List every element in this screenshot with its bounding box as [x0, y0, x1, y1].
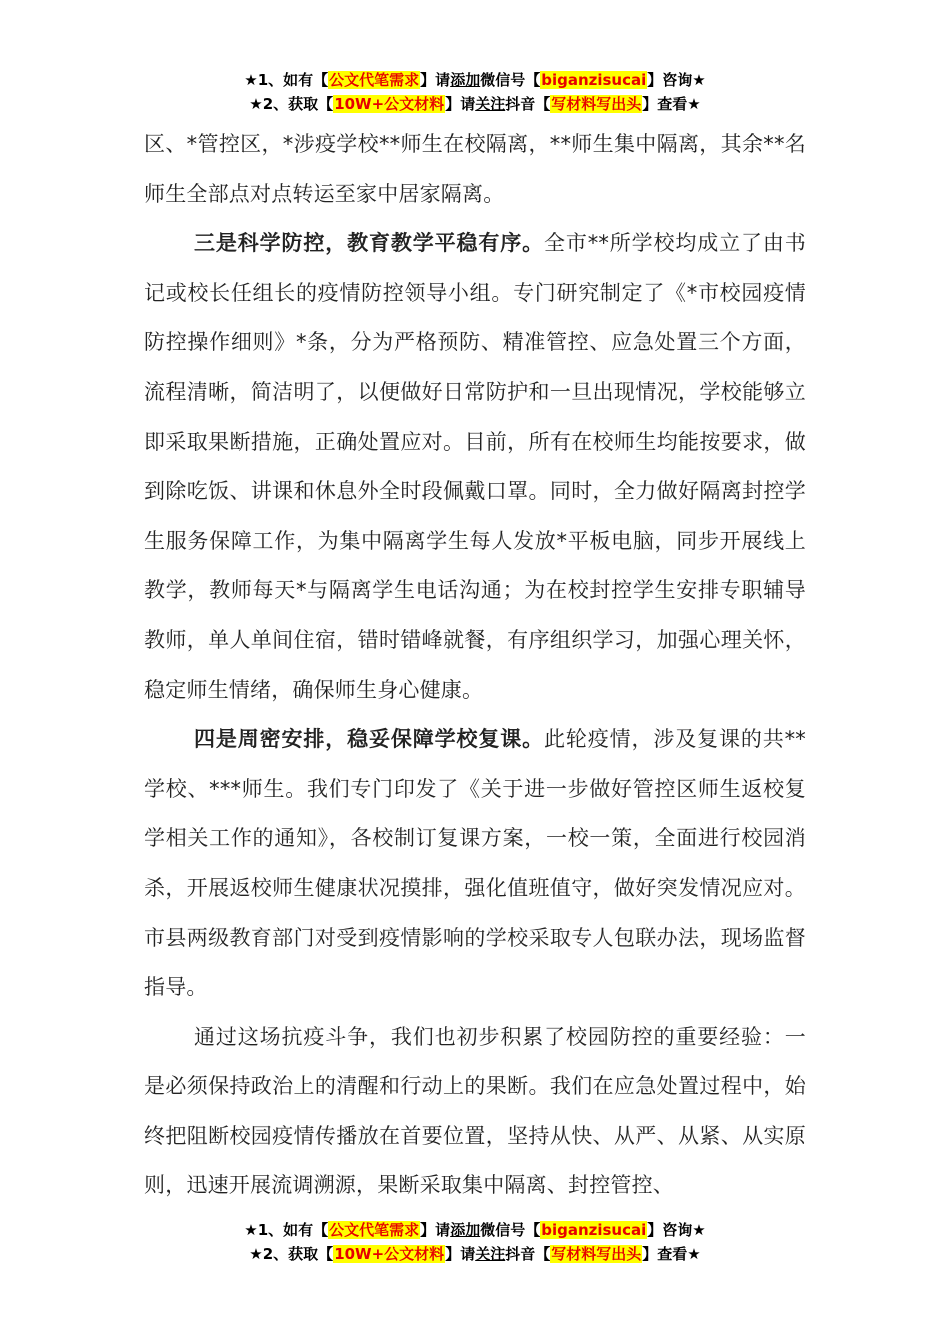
paragraph-experience: 通过这场抗疫斗争，我们也初步积累了校园防控的重要经验：一是必须保持政治上的清醒和行动上的果断。我们在应急处置过程中，始终把阻断校园疫情传播放在首要位置，坚持从快、从严、从紧、从实原则，迅速开展流调溯源，果断采取集中隔离、封控管控、	[144, 1024, 806, 1198]
banner-line-2: ★2、获取【10W+公文材料】请关注抖音【写材料写出头】查看★	[249, 95, 701, 113]
document-body	[144, 120, 806, 1211]
highlight-materials: 10W+公文材料	[334, 1245, 445, 1263]
paragraph-lead: 三是科学防控，教育教学平稳有序。	[194, 231, 544, 256]
header-banner	[0, 68, 950, 116]
paragraph-continuation: 区、*管控区，*涉疫学校**师生在校隔离，**师生集中隔离，其余**名师生全部点对点转运至家中居家隔离。	[144, 132, 806, 206]
highlight-writing-service: 公文代笔需求	[329, 1221, 420, 1239]
highlight-douyin-account: 写材料写出头	[551, 95, 642, 113]
paragraph-point-four: 四是周密安排，稳妥保障学校复课。此轮疫情，涉及复课的共**学校、***师生。我们专门印发了《关于进一步做好管控区师生返校复学相关工作的通知》，各校制订复课方案，一校一策，全面进行校园消杀，开展返校师生健康状况摸排，强化值班值守，做好突发情况应对。市县两级教育部门对受到疫情影响的学校采取专人包联办法，现场监督指导。	[144, 727, 806, 1000]
highlight-writing-service: 公文代笔需求	[329, 71, 420, 89]
paragraph-point-three: 三是科学防控，教育教学平稳有序。全市**所学校均成立了由书记或校长任组长的疫情防控领导小组。专门研究制定了《*市校园疫情防控操作细则》*条，分为严格预防、精准管控、应急处置三个方面，流程清晰，简洁明了，以便做好日常防护和一旦出现情况，学校能够立即采取果断措施，正确处置应对。目前，所有在校师生均能按要求，做到除吃饭、讲课和休息外全时段佩戴口罩。同时，全力做好隔离封控学生服务保障工作，为集中隔离学生每人发放*平板电脑，同步开展线上教学，教师每天*与隔离学生电话沟通；为在校封控学生安排专职辅导教师，单人单间住宿，错时错峰就餐，有序组织学习，加强心理关怀，稳定师生情绪，确保师生身心健康。	[144, 231, 806, 702]
paragraph-lead: 四是周密安排，稳妥保障学校复课。	[194, 727, 544, 752]
highlight-wechat-id: biganzisucai	[541, 71, 647, 89]
banner-line-2: ★2、获取【10W+公文材料】请关注抖音【写材料写出头】查看★	[249, 1245, 701, 1263]
highlight-douyin-account: 写材料写出头	[551, 1245, 642, 1263]
highlight-materials: 10W+公文材料	[334, 95, 445, 113]
footer-banner	[0, 1218, 950, 1266]
highlight-wechat-id: biganzisucai	[541, 1221, 647, 1239]
banner-line-1: ★1、如有【公文代笔需求】请添加微信号【biganzisucai】咨询★	[244, 1221, 706, 1239]
banner-line-1: ★1、如有【公文代笔需求】请添加微信号【biganzisucai】咨询★	[244, 71, 706, 89]
